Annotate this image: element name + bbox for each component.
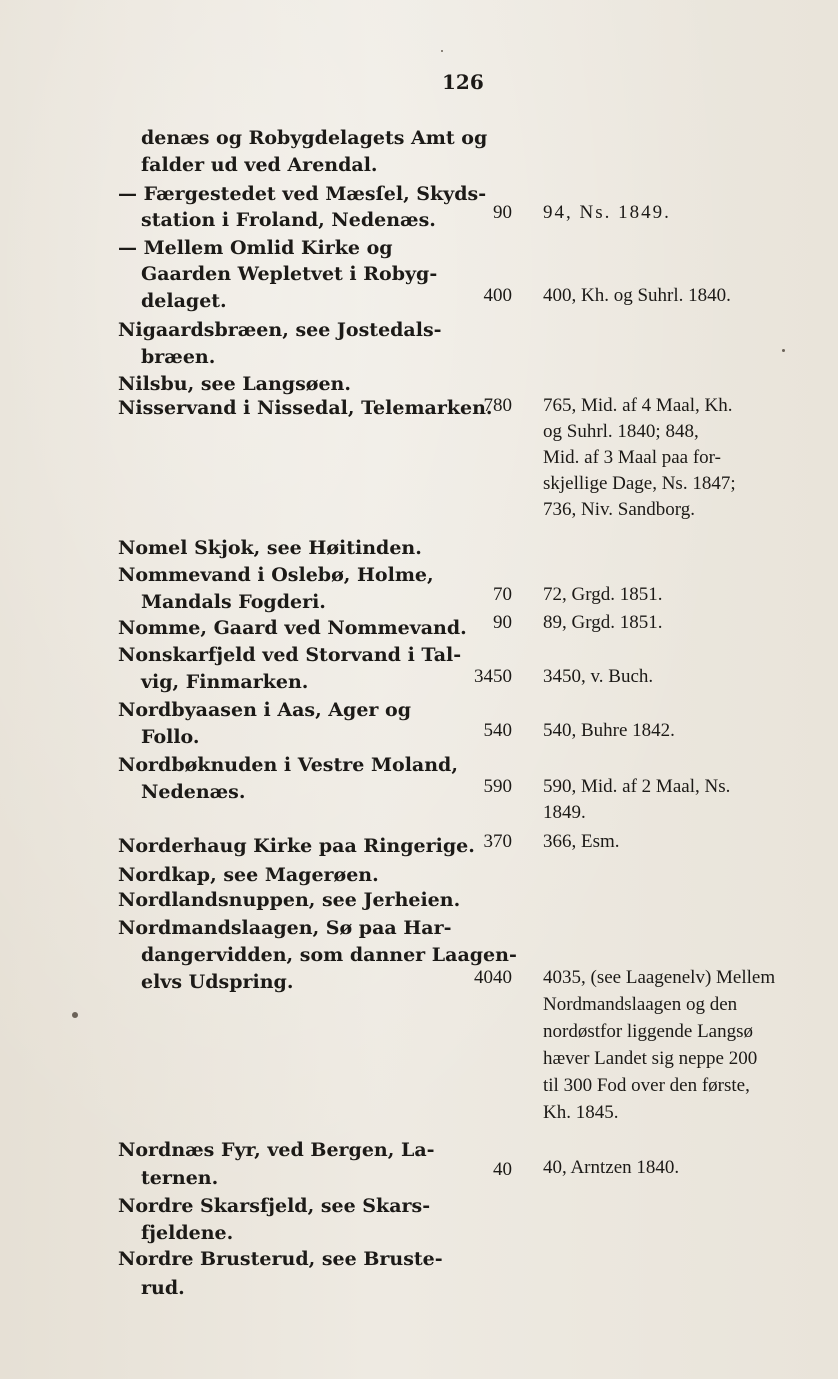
entry-height: 3450	[474, 666, 512, 687]
entry-note-line: til 300 Fod over den første,	[543, 1075, 750, 1096]
entry-name-line: Norderhaug Kirke paa Ringerige.	[118, 835, 475, 857]
entry-height: 4040	[474, 967, 512, 988]
entry-name-line: Gaarden Wepletvet i Robyg-	[141, 263, 438, 285]
entry-note-line: 72, Grgd. 1851.	[543, 584, 663, 605]
entry-name-line: Follo.	[141, 726, 200, 748]
paper-speck	[441, 50, 443, 52]
entry-height: 370	[483, 831, 512, 852]
entry-name-line: Nilsbu, see Langsøen.	[118, 373, 351, 395]
entry-name-line: Nisservand i Nissedal, Telemarken.	[118, 397, 493, 419]
entry-name-line: Nordlandsnuppen, see Jerheien.	[118, 889, 461, 911]
entry-height: 590	[483, 776, 512, 797]
paper-speck	[782, 349, 785, 352]
entry-note-line: og Suhrl. 1840; 848,	[543, 421, 699, 442]
entry-note-line: 366, Esm.	[543, 831, 620, 852]
entry-name-line: ternen.	[141, 1167, 219, 1189]
entry-note-line: Kh. 1845.	[543, 1102, 619, 1123]
entry-note-line: 765, Mid. af 4 Maal, Kh.	[543, 395, 733, 416]
entry-note-line: 736, Niv. Sandborg.	[543, 499, 695, 520]
entry-name-line: falder ud ved Arendal.	[141, 154, 378, 176]
entry-name-line: dangervidden, som danner Laagen-	[141, 944, 517, 966]
entry-name-line: elvs Udspring.	[141, 971, 294, 993]
entry-name-line: Nordre Brusterud, see Bruste-	[118, 1248, 443, 1270]
entry-note-line: 3450, v. Buch.	[543, 666, 654, 687]
page-number: 126	[442, 70, 484, 94]
entry-name-line: Nonskarfjeld ved Storvand i Tal-	[118, 644, 462, 666]
entry-name-line: Nommevand i Oslebø, Holme,	[118, 564, 434, 586]
entry-name-line: Nedenæs.	[141, 781, 246, 803]
entry-name-line: — Mellem Omlid Kirke og	[118, 237, 393, 259]
entry-name-line: Nordre Skarsfjeld, see Skars-	[118, 1195, 431, 1217]
entry-height: 780	[483, 395, 512, 416]
entry-name-line: Nomme, Gaard ved Nommevand.	[118, 617, 467, 639]
entry-name-line: rud.	[141, 1277, 185, 1299]
entry-name-line: bræen.	[141, 346, 216, 368]
entry-name-line: Nordmandslaagen, Sø paa Har-	[118, 917, 452, 939]
entry-note-line: 540, Buhre 1842.	[543, 720, 675, 741]
entry-name-line: Nordbøknuden i Vestre Moland,	[118, 754, 458, 776]
entry-height: 540	[483, 720, 512, 741]
paper-speck	[72, 1012, 78, 1018]
entry-name-line: delaget.	[141, 290, 227, 312]
entry-name-line: Mandals Fogderi.	[141, 591, 326, 613]
entry-note-line: Nordmandslaagen og den	[543, 994, 738, 1015]
entry-note-line: nordøstfor liggende Langsø	[543, 1021, 754, 1042]
entry-note-line: 4035, (see Laagenelv) Mellem	[543, 967, 776, 988]
entry-note-line: 94, Ns. 1849.	[543, 202, 671, 223]
entry-name-line: Nigaardsbræen, see Jostedals-	[118, 319, 442, 341]
entry-note-line: 400, Kh. og Suhrl. 1840.	[543, 285, 731, 306]
entry-note-line: Mid. af 3 Maal paa for-	[543, 447, 721, 468]
entry-height: 400	[483, 285, 512, 306]
entry-note-line: 89, Grgd. 1851.	[543, 612, 663, 633]
entry-height: 90	[493, 612, 512, 633]
entry-note-line: 40, Arntzen 1840.	[543, 1157, 680, 1178]
entry-note-line: 590, Mid. af 2 Maal, Ns.	[543, 776, 731, 797]
entry-name-line: station i Froland, Nedenæs.	[141, 209, 436, 231]
entry-name-line: Nomel Skjok, see Høitinden.	[118, 537, 422, 559]
entry-name-line: Nordkap, see Magerøen.	[118, 864, 379, 886]
entry-note-line: skjellige Dage, Ns. 1847;	[543, 473, 736, 494]
entry-name-line: — Færgestedet ved Mæsſel, Skyds-	[118, 183, 487, 205]
entry-name-line: Nordnæs Fyr, ved Bergen, La-	[118, 1139, 435, 1161]
entry-height: 70	[493, 584, 512, 605]
entry-note-line: 1849.	[543, 802, 586, 823]
entry-name-line: Nordbyaasen i Aas, Ager og	[118, 699, 412, 721]
entry-name-line: fjeldene.	[141, 1222, 234, 1244]
entry-name-line: denæs og Robygdelagets Amt og	[141, 127, 488, 149]
entry-height: 40	[493, 1159, 512, 1180]
entry-name-line: vig, Finmarken.	[141, 671, 309, 693]
entry-note-line: hæver Landet sig neppe 200	[543, 1048, 758, 1069]
entry-height: 90	[493, 202, 512, 223]
